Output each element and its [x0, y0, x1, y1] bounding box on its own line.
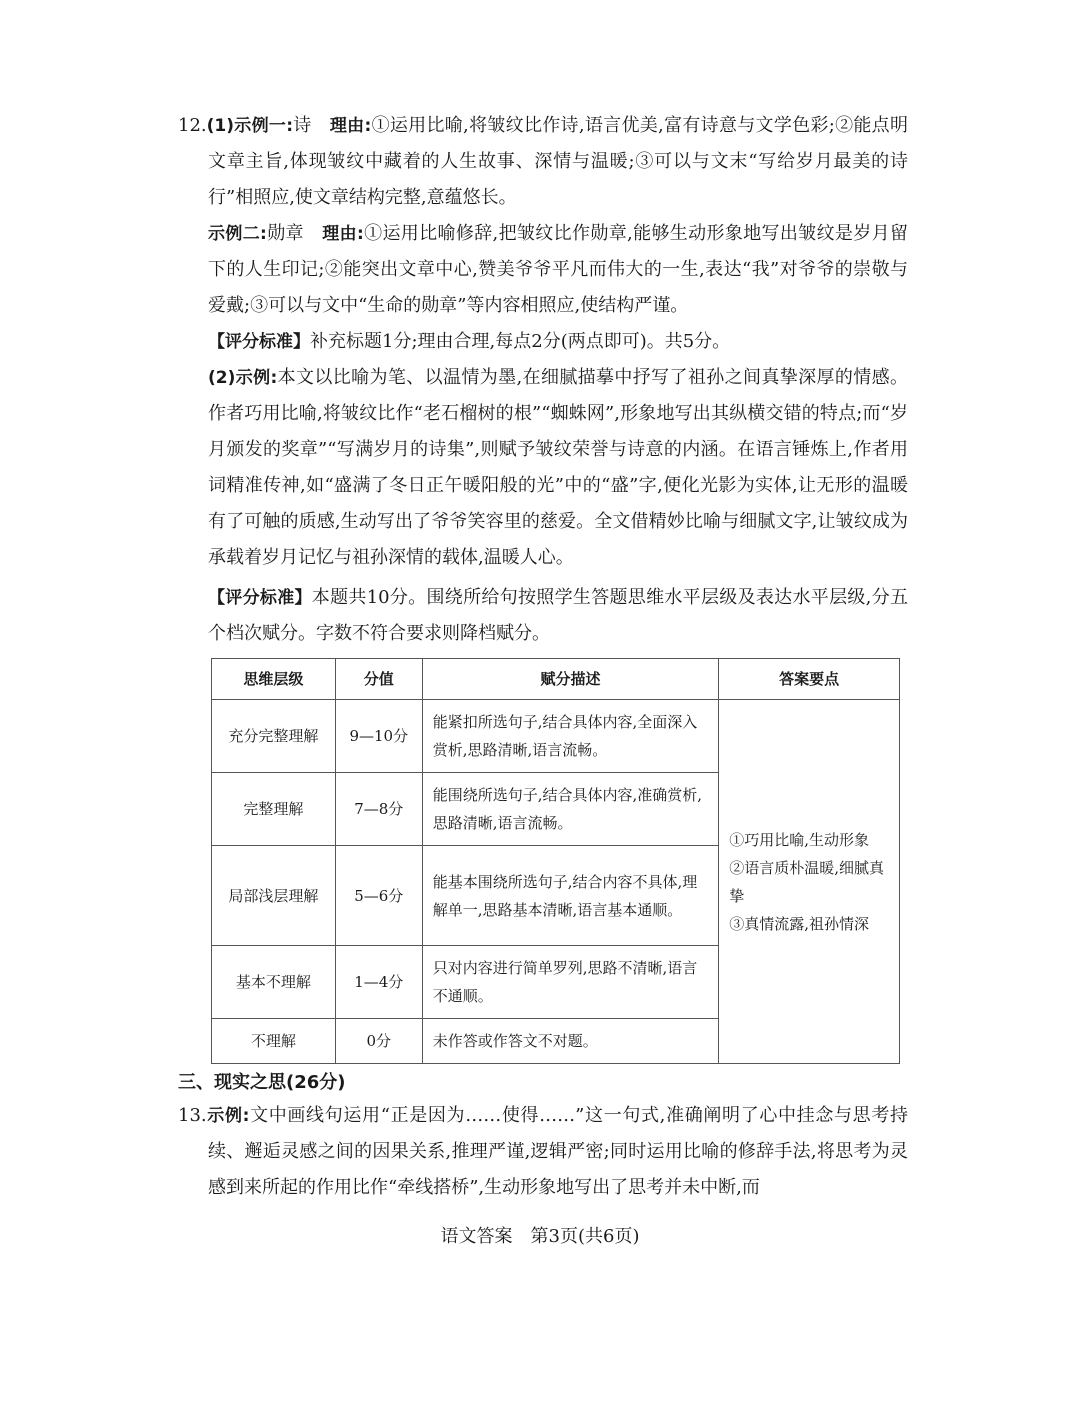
header-level: 思维层级: [212, 659, 336, 700]
q12-p5-text: 本题共10分。围绕所给句按照学生答题思维水平层级及表达水平层级,分五个档次赋分。字数不符合要求则降档赋分。: [208, 587, 908, 644]
key-point: ②语言质朴温暖,细腻真挚: [729, 858, 885, 905]
table-row: [212, 700, 900, 773]
score-cell: 0分: [335, 1019, 422, 1064]
header-score: 分值: [335, 659, 422, 700]
desc-cell: 能围绕所选句子,结合具体内容,准确赏析,思路清晰,语言流畅。: [422, 773, 719, 846]
level-cell: 基本不理解: [212, 946, 336, 1019]
q12-part1-example2: [208, 216, 908, 324]
section-three-title: 三、现实之思(26分): [178, 1072, 346, 1093]
q12-p2-word: 勋章: [266, 223, 304, 244]
q12-p3-text: 补充标题1分;理由合理,每点2分(两点即可)。共5分。: [310, 331, 731, 352]
desc-cell: 能紧扣所选句子,结合具体内容,全面深入赏析,思路清晰,语言流畅。: [422, 700, 719, 773]
level-cell: 充分完整理解: [212, 700, 336, 773]
score-cell: 9—10分: [335, 700, 422, 773]
key-point: ③真情流露,祖孙情深: [729, 914, 870, 933]
q13-example: [178, 1098, 908, 1206]
header-key-points: 答案要点: [719, 659, 900, 700]
scoring-table: [211, 658, 900, 1064]
score-cell: 1—4分: [335, 946, 422, 1019]
q12-p2-text: ①运用比喻修辞,把皱纹比作勋章,能够生动形象地写出皱纹是岁月留下的人生印记;②能突出文章中心,赞美爷爷平凡而伟大的一生,表达“我”对爷爷的崇敬与爱戴;③可以与文中“生命的勋章”等内容相照应,使结构严谨。: [208, 223, 908, 316]
q12-number: 12.: [178, 115, 207, 136]
q13-label: 示例:: [206, 1106, 250, 1126]
level-cell: 不理解: [212, 1019, 336, 1064]
desc-cell: 只对内容进行简单罗列,思路不清晰,语言不通顺。: [422, 946, 719, 1019]
q12-p2-label: 示例二:: [208, 224, 267, 244]
q12-p3-label: 【评分标准】: [208, 332, 310, 352]
header-desc: 赋分描述: [422, 659, 719, 700]
q12-p2-reason-label: 理由:: [322, 224, 364, 244]
q13-number: 13.: [178, 1105, 207, 1126]
page-footer: 语文答案 第3页(共6页): [440, 1226, 640, 1247]
score-cell: 5—6分: [335, 846, 422, 946]
q13-text: 文中画线句运用“正是因为……使得……”这一句式,准确阐明了心中挂念与思考持续、邂逅灵感之间的因果关系,推理严谨,逻辑严密;同时运用比喻的修辞手法,将思考为灵感到来所起的作用比作“牵线搭桥”,生动形象地写出了思考并未中断,而: [208, 1105, 908, 1198]
desc-cell: 未作答或作答文不对题。: [422, 1019, 719, 1064]
level-cell: 局部浅层理解: [212, 846, 336, 946]
q12-part2-example: [208, 360, 908, 576]
q12-p1-reason-label: 理由:: [329, 116, 372, 136]
q12-p1-word: 诗: [293, 115, 312, 136]
key-point: ①巧用比喻,生动形象: [729, 830, 870, 849]
q12-part2-scoring: [208, 580, 908, 652]
desc-cell: 能基本围绕所选句子,结合内容不具体,理解单一,思路基本清晰,语言基本通顺。: [422, 846, 719, 946]
score-cell: 7—8分: [335, 773, 422, 846]
q12-p4-label: (2)示例:: [208, 368, 278, 388]
q12-part1-scoring: [208, 324, 908, 360]
q12-p1-label: (1)示例一:: [206, 116, 293, 136]
q12-p5-label: 【评分标准】: [208, 588, 312, 608]
q12-p1-text: ①运用比喻,将皱纹比作诗,语言优美,富有诗意与文学色彩;②能点明文章主旨,体现皱纹中藏着的人生故事、深情与温暖;③可以与文末“写给岁月最美的诗行”相照应,使文章结构完整,意蕴悠长。: [208, 115, 908, 208]
table-header-row: [212, 659, 900, 700]
q12-part1-example1: [178, 108, 908, 216]
level-cell: 完整理解: [212, 773, 336, 846]
key-points-cell: [719, 700, 900, 1064]
q12-p4-text: 本文以比喻为笔、以温情为墨,在细腻描摹中抒写了祖孙之间真挚深厚的情感。作者巧用比喻,将皱纹比作“老石榴树的根”“蜘蛛网”,形象地写出其纵横交错的特点;而“岁月颁发的奖章”“写满岁月的诗集”,则赋予皱纹荣誉与诗意的内涵。在语言锤炼上,作者用词精准传神,如“盛满了冬日正午暖阳般的光”中的“盛”字,便化光影为实体,让无形的温暖有了可触的质感,生动写出了爷爷笑容里的慈爱。全文借精妙比喻与细腻文字,让皱纹成为承载着岁月记忆与祖孙深情的载体,温暖人心。: [208, 367, 908, 568]
